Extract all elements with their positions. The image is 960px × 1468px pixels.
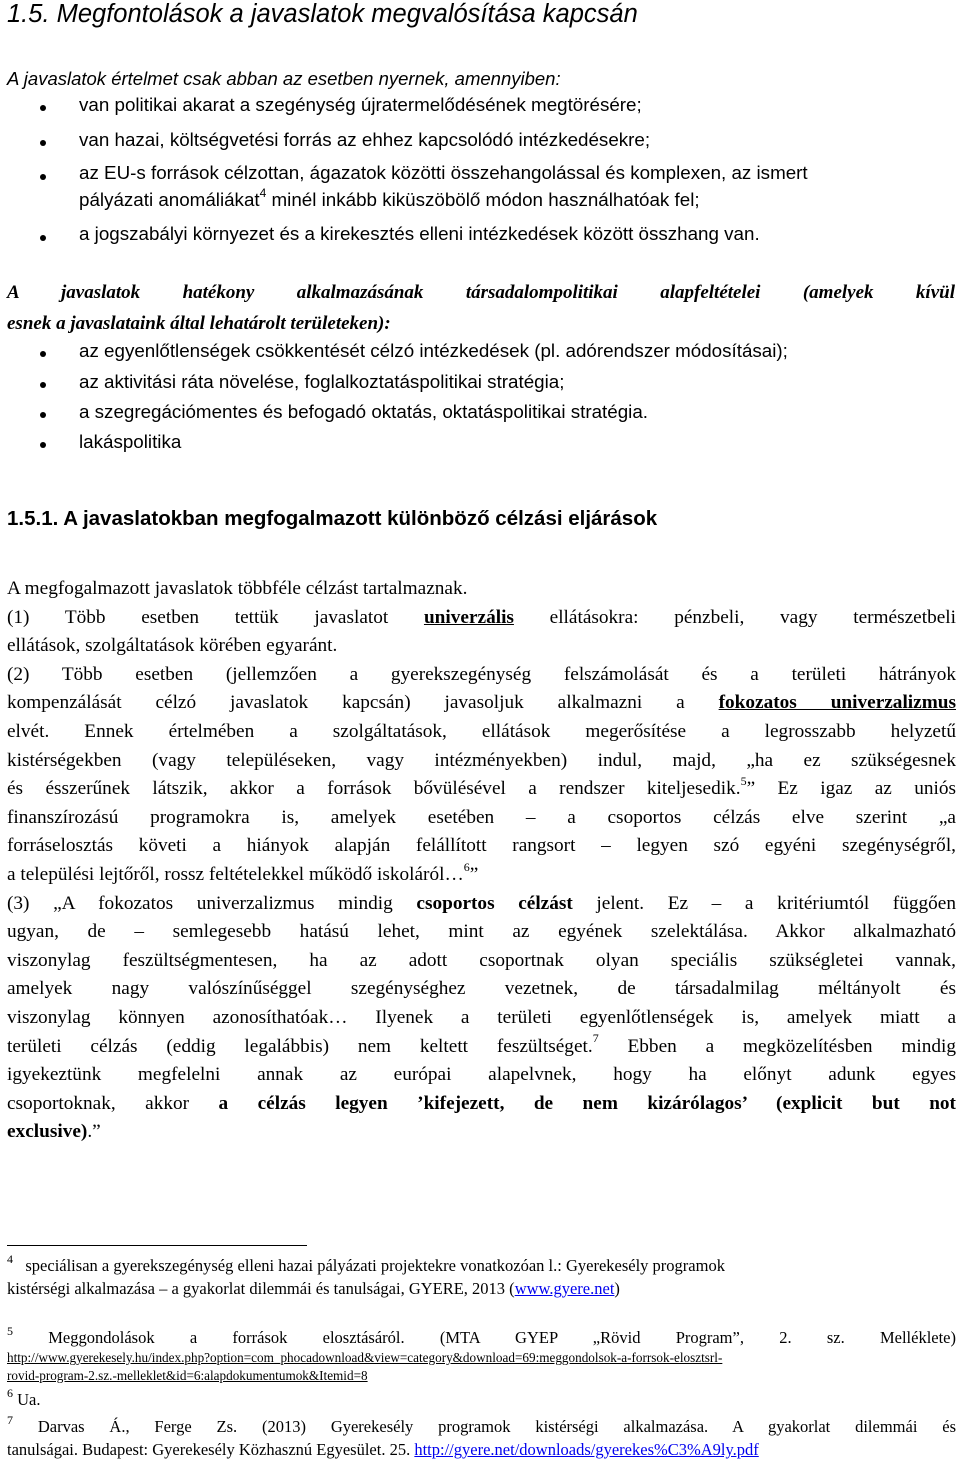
footnote-text: Ua.: [17, 1390, 41, 1409]
emphasis-explicit-not-exclusive: a célzás legyen ’kifejezett, de nem kizárólagos’ (explicit but not: [218, 1092, 956, 1114]
paragraph-line: [7, 1090, 956, 1119]
paragraph-line: (2) Több esetben (jellemzően a gyerekszegénység felszámolását és a területi hátrányok: [7, 663, 956, 685]
condition-item: van politikai akarat a szegénység újratermelődésének megtörésére;: [79, 94, 642, 115]
prereq-intro: [7, 277, 955, 339]
emphasis-group-targeting: csoportos célzást: [416, 892, 573, 914]
paragraph-line: ellátások, szolgáltatások körében egyaránt.: [7, 635, 338, 657]
text-run: csoportoknak, akkor: [7, 1092, 190, 1114]
paragraph-line: [7, 689, 956, 718]
prereq-item: az egyenlőtlenségek csökkentését célzó intézkedések (pl. adórendszer módosításai);: [79, 340, 788, 361]
footnote-ref-5: 5: [740, 773, 747, 788]
footnote-number: 4: [7, 1251, 13, 1266]
footnote-text: tanulságai. Budapest: Gyerekesély Közhasznú Egyesület. 25.: [7, 1440, 411, 1459]
bullet-dot: [40, 351, 46, 357]
paragraph: A megfogalmazott javaslatok többféle célzást tartalmaznak.: [7, 578, 468, 599]
bullet-dot: [40, 442, 46, 448]
paragraph-line: ugyan, de – semlegesebb hatású lehet, mint az egyének szelektálása. Akkor alkalmazható: [7, 921, 956, 943]
bullet-dot: [40, 105, 46, 111]
footnote-number: 5: [7, 1323, 13, 1338]
paragraph-line: [7, 775, 956, 804]
footnote-text: speciálisan a gyerekszegénység elleni hazai pályázati projektekre vonatkozóan l.: Gyerekesély programok: [25, 1256, 725, 1275]
paragraph-line: kistérségekben (vagy településeken, vagy intézményekben) indul, majd, „ha ez szükségesnek: [7, 749, 956, 771]
footnote-5: [7, 1323, 956, 1385]
footnote-text: kistérségi alkalmazása – a gyakorlat dilemmái és tanulságai, GYERE, 2013 (: [7, 1279, 515, 1298]
condition-text: minél inkább kiküszöbölő módon használhatóak fel;: [271, 189, 700, 210]
footnote-line: [7, 1412, 956, 1438]
footnote-line: [7, 1385, 956, 1411]
emphasis-progressive-universalism: fokozatos univerzalizmus: [718, 692, 957, 714]
paragraph-line: [7, 604, 956, 633]
condition-item: az EU-s források célzottan, ágazatok közötti összehangolással és komplexen, az ismert: [79, 162, 808, 183]
section-title: 1.5. Megfontolások a javaslatok megvalósítása kapcsán: [7, 0, 638, 28]
paragraph-line: [7, 861, 956, 890]
paragraph-line: igyekeztünk megfelelni annak az európai alapelvnek, hogy ha előnyt adunk egyes: [7, 1064, 956, 1086]
prereq-intro-line2: esnek a javaslataink által lehatárolt területeken):: [7, 313, 391, 334]
footnote-7: [7, 1412, 956, 1461]
paragraph-line: finanszírozású programokra is, amelyek esetében – a csoportos célzás elve szerint „a: [7, 806, 956, 828]
paragraph-line: forráselosztás követi a hiányok alapján felállított rangsort – legyen szó egyéni szegénységről,: [7, 835, 956, 857]
subsection-title: 1.5.1. A javaslatokban megfogalmazott különböző célzási eljárások: [7, 507, 658, 530]
footnote-line: [7, 1323, 956, 1349]
bullet-dot: [40, 140, 46, 146]
paragraph-line: [7, 1118, 956, 1147]
condition-item: van hazai, költségvetési forrás az ehhez kapcsolódó intézkedésekre;: [79, 129, 651, 150]
condition-item: a jogszabályi környezet és a kirekesztés elleni intézkedések között összhang van.: [79, 223, 760, 244]
text-run: (1) Több esetben tettük javaslatot: [7, 606, 389, 628]
text-run: a települési lejtőről, rossz feltételekkel működő iskoláról…: [7, 863, 464, 885]
footnote-link[interactable]: http://gyere.net/downloads/gyerekes%C3%A9ly.pdf: [414, 1440, 759, 1459]
condition-item-continued: [79, 185, 700, 211]
paragraph-line: amelyek nagy valószínűséggel szegénységhez vezetnek, de társadalmilag méltányolt és: [7, 978, 956, 1000]
text-run: jelent. Ez – a kritériumtól függően: [596, 892, 956, 914]
conditions-intro: A javaslatok értelmet csak abban az esetben nyernek, amennyiben:: [7, 68, 561, 89]
footnote-ref-4: 4: [259, 185, 267, 200]
footnote-line: [7, 1277, 956, 1300]
text-run: ” Ez igaz az uniós: [746, 778, 957, 800]
bullet-dot: [40, 382, 46, 388]
bullet-dot: [40, 412, 46, 418]
bullet-dot: [40, 235, 46, 241]
prereq-item: lakáspolitika: [79, 431, 182, 452]
text-run: területi célzás (eddig legalábbis) nem keltett feszültséget.: [7, 1035, 593, 1057]
footnote-link[interactable]: rovid-program-2.sz.-melleklet&id=6:alapdokumentumok&Itemid=8: [7, 1368, 368, 1383]
text-run: (3) „A fokozatos univerzalizmus mindig: [7, 892, 393, 914]
paragraph-line: elvét. Ennek értelmében a szolgáltatások, ellátások megerősítése a legrosszabb helyzetű: [7, 720, 956, 742]
footnote-text: Darvas Á., Ferge Zs. (2013) Gyerekesély programok kistérségi alkalmazása. A gyakorlat dilemmái és: [37, 1417, 956, 1436]
paragraph-line: [7, 890, 956, 919]
paragraph-line: viszonylag könnyen azonosíthatóak… Ilyenek a területi egyenlőtlenségek is, amelyek miatt a: [7, 1006, 956, 1028]
footnote-number: 6: [7, 1385, 13, 1400]
text-run: .”: [87, 1121, 101, 1143]
footnote-number: 7: [7, 1412, 13, 1427]
text-run: ”: [469, 863, 479, 885]
footnote-ref-7: 7: [592, 1031, 599, 1046]
text-run: Ebben a megközelítésben mindig: [627, 1035, 956, 1057]
emphasis-universal: univerzális: [423, 606, 514, 628]
footnote-text: Meggondolások a források elosztásáról. (MTA GYEP „Rövid Program”, 2. sz. Melléklete): [48, 1328, 956, 1347]
text-run: és ésszerűnek látszik, akkor a források bővülésével a rendszer kiteljesedik.: [7, 778, 741, 800]
bullet-dot: [40, 174, 46, 180]
body-text: [7, 575, 956, 1147]
footnote-line: [7, 1251, 956, 1277]
text-run: kompenzálását célzó javaslatok kapcsán) javasoljuk alkalmazni a: [7, 692, 685, 714]
footnote-line: [7, 1438, 956, 1461]
footnote-6: [7, 1385, 956, 1411]
footnote-link[interactable]: http://www.gyerekesely.hu/index.php?option=com_phocadownload&view=category&download=69:meggondolsok-a-forrsok-elosztsrl-: [7, 1350, 723, 1365]
footnote-separator: [7, 1245, 307, 1246]
paragraph-line: [7, 1033, 956, 1062]
condition-text: pályázati anomáliákat: [79, 189, 260, 210]
text-run: ellátásokra: pénzbeli, vagy természetbeli: [549, 606, 956, 628]
footnote-4: [7, 1251, 956, 1300]
prereq-item: az aktivitási ráta növelése, foglalkoztatáspolitikai stratégia;: [79, 371, 565, 392]
footnote-link[interactable]: www.gyere.net: [514, 1279, 615, 1298]
footnote-text: ): [614, 1279, 620, 1298]
footnote-ref-6: 6: [463, 859, 470, 874]
paragraph-line: viszonylag feszültségmentesen, ha az adott csoportnak olyan speciális szükségletei vannak,: [7, 949, 956, 971]
emphasis-exclusive: exclusive): [7, 1121, 88, 1143]
prereq-intro-line1: A javaslatok hatékony alkalmazásának társadalompolitikai alapfeltételei (amelyek kívül: [7, 282, 955, 303]
prereq-item: a szegregációmentes és befogadó oktatás, oktatáspolitikai stratégia.: [79, 401, 648, 422]
